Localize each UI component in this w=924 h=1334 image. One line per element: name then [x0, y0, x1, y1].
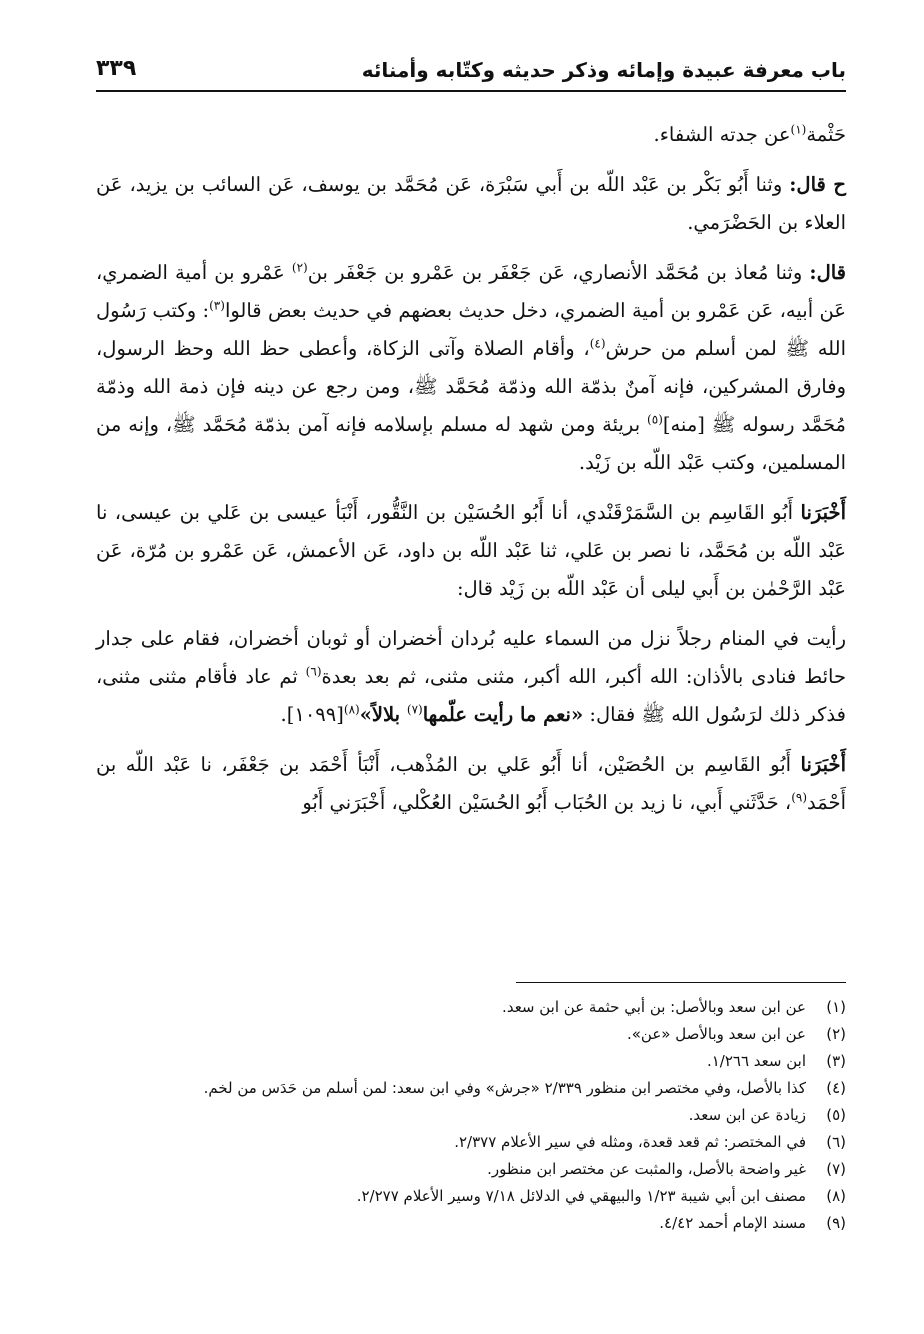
- text-segment: أَبُو القَاسِم بن الحُصَيْن، أنا أَبُو عَلي بن المُذْهب، أَنْبَأ أَحْمَد بن جَعْفَر، نا عَبْد اللّه بن أَحْمَد: [96, 753, 846, 814]
- paragraph-lead: ح قال:: [789, 173, 846, 196]
- footnote-text: مصنف ابن أبي شيبة ١/٢٣ والبيهقي في الدلائل ٧/١٨ وسير الأعلام ٢/٢٧٧.: [356, 1187, 806, 1205]
- footnote-text: في المختصر: ثم قعد قعدة، ومثله في سير الأعلام ٢/٣٧٧.: [454, 1133, 806, 1151]
- text-segment: حَثْمة: [806, 123, 846, 146]
- footnote-text: عن ابن سعد وبالأصل: بن أبي حثمة عن ابن سعد.: [502, 998, 806, 1016]
- footnote-marker: (١): [790, 122, 807, 137]
- text-segment: ، حَدَّثَني أَبي، نا زيد بن الحُبَاب أَبُو الحُسَيْن العُكْلي، أَخْبَرَني أَبُو: [302, 791, 792, 814]
- footnote-item: [96, 1183, 846, 1210]
- text-segment: وثنا أَبُو بَكْر بن عَبْد اللّه بن أَبي سَبْرَة، عَن مُحَمَّد بن يوسف، عَن السائب بن يزيد، عَن العلاء بن الحَضْرَمي.: [96, 173, 846, 234]
- footnote-item: [96, 1021, 846, 1048]
- footnote-text: غير واضحة بالأصل، والمثبت عن مختصر ابن منظور.: [487, 1160, 806, 1178]
- paragraph-lead: أَخْبَرَنا: [800, 753, 846, 776]
- quoted-text: بلالاً»: [359, 703, 407, 726]
- footnote-item: [96, 1048, 846, 1075]
- footnote-text: ابن سعد ١/٢٦٦.: [706, 1052, 806, 1070]
- footnote-item: [96, 1210, 846, 1237]
- page-header: [96, 54, 846, 92]
- footnote-text: زيادة عن ابن سعد.: [688, 1106, 806, 1124]
- text-segment: أَبُو القَاسِم بن السَّمَرْقَنْدي، أنا أَبُو الحُسَيْن بن النَّقُّور، أَنْبَأ عيسى بن عَلي بن عيسى، نا عَبْد اللّه بن مُحَمَّد، نا نصر بن عَلي، ثنا عَبْد اللّه بن داود، عَن الأعمش، عَن عَمْرو بن مُرّة، عَن عَبْد الرَّحْمٰن بن أَبي ليلى أن عَبْد اللّه بن زَيْد قال:: [96, 501, 846, 600]
- footnote-item: [96, 1156, 846, 1183]
- footnote-number: (٧): [826, 1160, 846, 1178]
- paragraph: [96, 620, 846, 734]
- footnote-marker: (٤): [589, 336, 606, 351]
- footnote-number: (٥): [826, 1106, 846, 1124]
- footnote-marker: (٧): [406, 702, 423, 717]
- footnote-marker: (٨): [343, 702, 360, 717]
- main-text: [96, 116, 846, 834]
- footnote-item: [96, 994, 846, 1021]
- paragraph-lead: أَخْبَرَنا: [800, 501, 846, 524]
- text-segment: عَمْرو بن أمية الضمري، عَن أبيه، عَن عَمْرو بن أمية الضمري، دخل حديث بعضهم في حديث بعض قالوا: [96, 261, 846, 322]
- footnote-item: [96, 1075, 846, 1102]
- footnote-marker: (٢): [291, 260, 308, 275]
- quoted-text: «نعم ما رأيت علّمها: [422, 703, 584, 726]
- text-segment: وثنا مُعاذ بن مُحَمَّد الأنصاري، عَن جَعْفَر بن عَمْرو بن جَعْفَر بن: [307, 261, 803, 284]
- footnote-number: (١): [826, 998, 846, 1016]
- paragraph: [96, 254, 846, 482]
- text-segment: [١٠٩٩].: [280, 703, 344, 726]
- footnote-item: [96, 1129, 846, 1156]
- text-segment: ثم عاد فأقام مثنى مثنى، فذكر ذلك لرَسُول الله ﷺ فقال:: [96, 665, 846, 726]
- paragraph: [96, 166, 846, 242]
- footnote-item: [96, 1102, 846, 1129]
- footnote-number: (٢): [826, 1025, 846, 1043]
- footnote-number: (٦): [826, 1133, 846, 1151]
- footnote-number: (٣): [826, 1052, 846, 1070]
- text-segment: رأيت في المنام رجلاً نزل من السماء عليه بُردان أخضران أو ثوبان أخضران، فقام على جدار حائط فنادى بالأذان: الله أكبر، الله أكبر، مثنى مثنى، ثم بعد بعدة: [96, 627, 846, 688]
- footnotes: [96, 994, 846, 1237]
- text-segment: ، وأقام الصلاة وآتى الزكاة، وأعطى حظ الله وحظ الرسول، وفارق المشركين، فإنه آمنٌ بذمّة الله وذمّة مُحَمَّد ﷺ، ومن رجع عن دينه فإن ذمة الله وذمّة مُحَمَّد رسوله ﷺ [منه]: [96, 337, 846, 436]
- footnote-marker: (٦): [305, 664, 322, 679]
- page-number: ٣٣٩: [96, 56, 137, 81]
- paragraph: [96, 116, 846, 154]
- text-segment: عن جدته الشفاء.: [653, 123, 791, 146]
- text-segment: : وكتب رَسُول الله ﷺ لمن أسلم من حرش: [96, 299, 846, 360]
- footnote-text: مسند الإمام أحمد ٤/٤٢.: [659, 1214, 806, 1232]
- paragraph: [96, 746, 846, 822]
- chapter-title: باب معرفة عبيدة وإمائه وذكر حديثه وكتّابه وأمنائه: [361, 58, 846, 82]
- footnote-marker: (٥): [647, 412, 663, 427]
- text-segment: بريئة ومن شهد له مسلم بإسلامه فإنه آمن بذمّة مُحَمَّد ﷺ، وإنه من المسلمين، وكتب عَبْد اللّه بن زَيْد.: [96, 413, 846, 474]
- paragraph: [96, 494, 846, 608]
- footnote-text: كذا بالأصل، وفي مختصر ابن منظور ٢/٣٣٩ «جرش» وفي ابن سعد: لمن أسلم من حَدَس من لخم.: [203, 1079, 806, 1097]
- footnote-number: (٨): [826, 1187, 846, 1205]
- footnote-number: (٤): [826, 1079, 846, 1097]
- footnote-number: (٩): [826, 1214, 846, 1232]
- footnote-marker: (٩): [791, 790, 808, 805]
- paragraph-lead: قال:: [809, 261, 847, 284]
- footnote-marker: (٣): [209, 298, 225, 313]
- footnote-text: عن ابن سعد وبالأصل «عن».: [626, 1025, 806, 1043]
- footnote-divider: [516, 982, 846, 983]
